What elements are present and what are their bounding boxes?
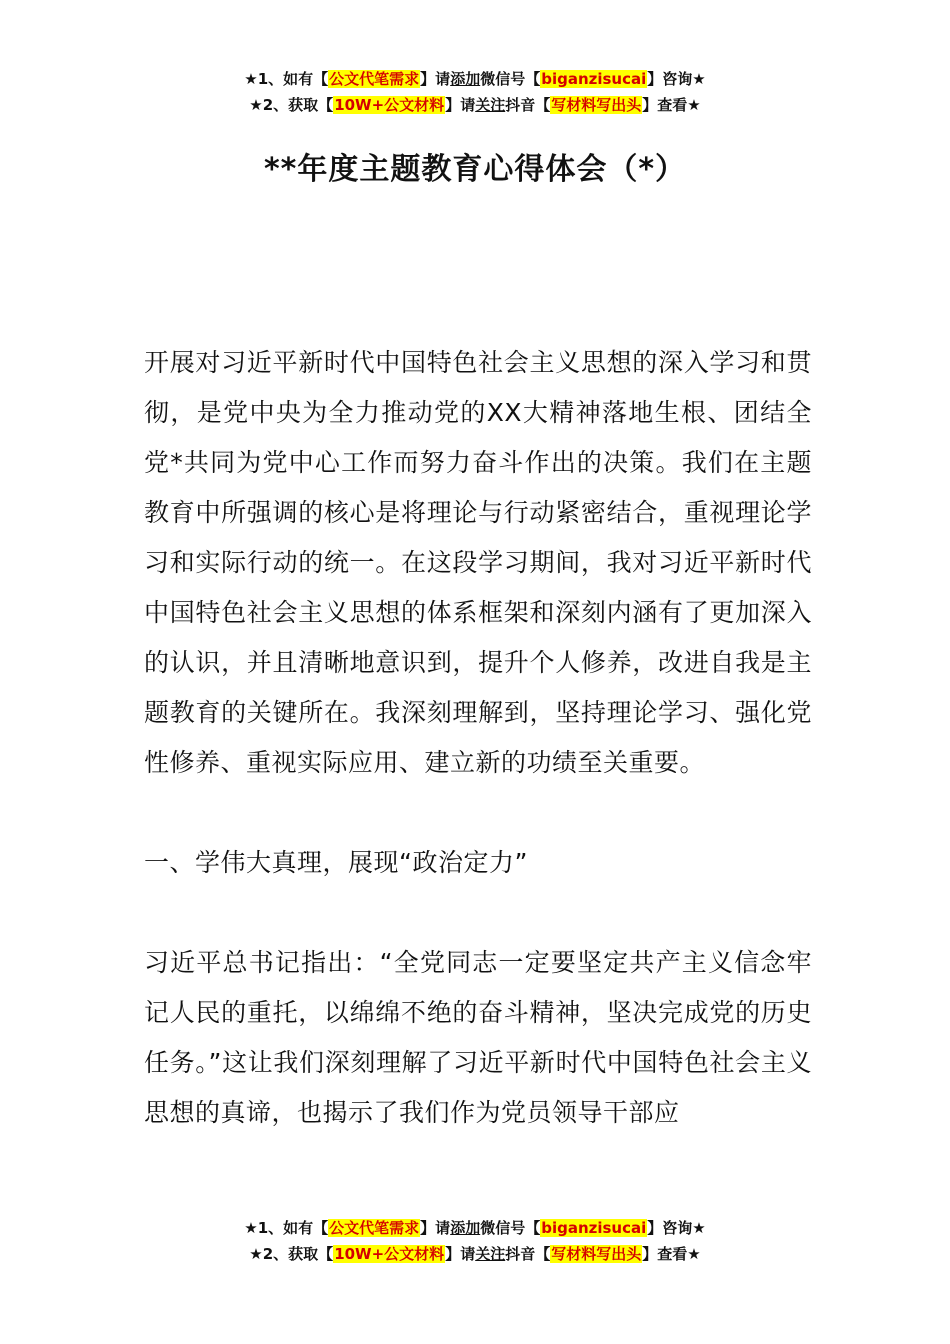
section-heading-1: 一、学伟大真理，展现“政治定力” — [144, 848, 528, 877]
document-body — [144, 338, 812, 1138]
promo-footer — [0, 1215, 950, 1267]
paragraph-spacer — [144, 888, 812, 938]
document-title: **年度主题教育心得体会（*） — [263, 152, 687, 187]
highlight-ghostwriting: 公文代笔需求 — [329, 70, 420, 88]
promo-line-2: ★2、获取【10W+公文材料】请关注抖音【写材料写出头】查看★ — [249, 96, 701, 114]
highlight-materials: 10W+公文材料 — [334, 1245, 445, 1263]
highlight-wechat-id: biganzisucai — [541, 1219, 647, 1237]
highlight-wechat-id: biganzisucai — [541, 70, 647, 88]
paragraph-spacer — [144, 788, 812, 838]
promo-line-1: ★1、如有【公文代笔需求】请添加微信号【biganzisucai】咨询★ — [244, 1219, 706, 1237]
promo-line-2: ★2、获取【10W+公文材料】请关注抖音【写材料写出头】查看★ — [249, 1245, 701, 1263]
highlight-materials: 10W+公文材料 — [334, 96, 445, 114]
promo-header — [0, 66, 950, 118]
promo-line-1: ★1、如有【公文代笔需求】请添加微信号【biganzisucai】咨询★ — [244, 70, 706, 88]
paragraph-intro: 开展对习近平新时代中国特色社会主义思想的深入学习和贯彻，是党中央为全力推动党的XX大精神落地生根、团结全党*共同为党中心工作而努力奋斗作出的决策。我们在主题教育中所强调的核心是将理论与行动紧密结合，重视理论学习和实际行动的统一。在这段学习期间，我对习近平新时代中国特色社会主义思想的体系框架和深刻内涵有了更加深入的认识，并且清晰地意识到，提升个人修养，改进自我是主题教育的关键所在。我深刻理解到，坚持理论学习、强化党性修养、重视实际应用、建立新的功绩至关重要。 — [144, 348, 812, 777]
highlight-douyin-account: 写材料写出头 — [551, 96, 642, 114]
highlight-douyin-account: 写材料写出头 — [551, 1245, 642, 1263]
highlight-ghostwriting: 公文代笔需求 — [329, 1219, 420, 1237]
paragraph-section-1: 习近平总书记指出：“全党同志一定要坚定共产主义信念牢记人民的重托，以绵绵不绝的奋斗精神，坚决完成党的历史任务。”这让我们深刻理解了习近平新时代中国特色社会主义思想的真谛，也揭示了我们作为党员领导干部应 — [144, 948, 812, 1127]
